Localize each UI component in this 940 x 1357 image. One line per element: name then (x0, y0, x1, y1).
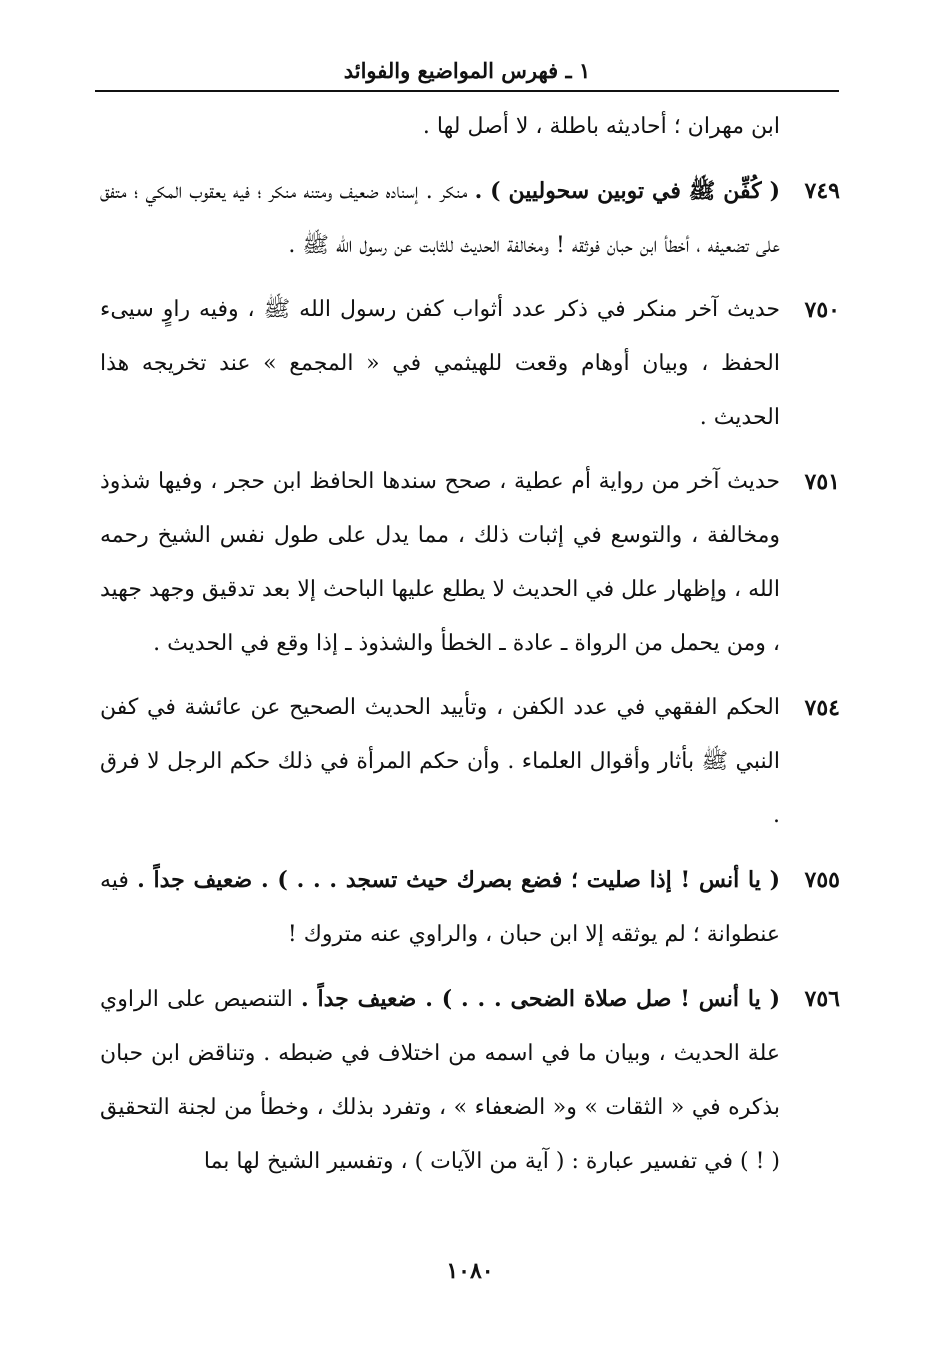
entry-number: ٧٤٩ (804, 178, 840, 204)
entry-heading: ( يا أنس ! صل صلاة الضحى . . . ) . ضعيف جداً . (301, 986, 780, 1012)
index-entry-754 (100, 681, 840, 843)
header-title: ١ ـ فهرس المواضيع والفوائد (343, 58, 591, 83)
entry-heading: ( كُفِّن ﷺ في توبين سحوليين ) . (474, 178, 780, 204)
continued-text: ابن مهران ؛ أحاديثه باطلة ، لا أصل لها . (422, 114, 780, 139)
entry-number: ٧٥٠ (804, 297, 840, 323)
entry-number: ٧٥٥ (804, 867, 840, 893)
index-entry-749 (100, 164, 840, 273)
entry-heading: ( يا أنس ! إذا صليت ؛ فضع بصرك حيث تسجد . . . ) . ضعيف جداً . (137, 867, 781, 893)
page-number: ١٠٨٠ (446, 1258, 494, 1284)
entry-body (100, 853, 780, 962)
page-header (95, 52, 839, 92)
entry-body (100, 972, 780, 1189)
entry-text: حديث آخر من رواية أم عطية ، صحح سندها الحافظ ابن حجر ، وفيها شذوذ ومخالفة ، والتوسع في إثبات ذلك ، مما يدل على طول نفس الشيخ رحمه الله ، وإظهار علل في الحديث لا يطلع عليها الباحث إلا بعد تدقيق وجهد جهيد ، ومن يحمل من الرواة ـ عادة ـ الخطأ والشذوذ ـ إذا وقع في الحديث . (100, 469, 780, 656)
entry-text: منكر . إسناده ضعيف ومتنه منكر ؛ فيه يعقوب المكي ؛ متفق على تضعيفه ، أخطأ ابن حبان فوثقه ! ومخالفة الحديث للثابت عن رسول الله ﷺ . (100, 179, 780, 258)
entry-body (100, 164, 780, 273)
entry-text: فيه عنطوانة ؛ لم يوثقه إلا ابن حبان ، والراوي عنه متروك ! (100, 868, 780, 947)
entry-body (100, 283, 780, 445)
entry-body (100, 681, 780, 843)
entry-number: ٧٥٤ (804, 695, 840, 721)
index-entry-750 (100, 283, 840, 445)
index-entry-756 (100, 972, 840, 1189)
entry-text: التنصيص على الراوي علة الحديث ، وبيان ما في اسمه من اختلاف في ضبطه . وتناقض ابن حبان بذكره في « الثقات » و« الضعفاء » ، وتفرد بذلك ، وخطأ من لجنة التحقيق ( ! ) في تفسير عبارة : ( آية من الآيات ) ، وتفسير الشيخ لها بما (100, 987, 780, 1174)
entry-number: ٧٥١ (804, 469, 840, 495)
entry-text: حديث آخر منكر في ذكر عدد أثواب كفن رسول الله ﷺ ، وفيه راوٍ سيىء الحفظ ، وبيان أوهام وقعت للهيثمي في « المجمع » عند تخريجه هذا الحديث . (100, 297, 780, 430)
entry-body (100, 455, 780, 671)
index-content (100, 100, 840, 1189)
entry-text: الحكم الفقهي في عدد الكفن ، وتأييد الحديث الصحيح عن عائشة في كفن النبي ﷺ بأثار وأقوال العلماء . وأن حكم المرأة في ذلك حكم الرجل لا فرق . (100, 695, 780, 828)
entry-number: ٧٥٦ (804, 986, 840, 1012)
index-entry-751 (100, 455, 840, 671)
index-entry-755 (100, 853, 840, 962)
